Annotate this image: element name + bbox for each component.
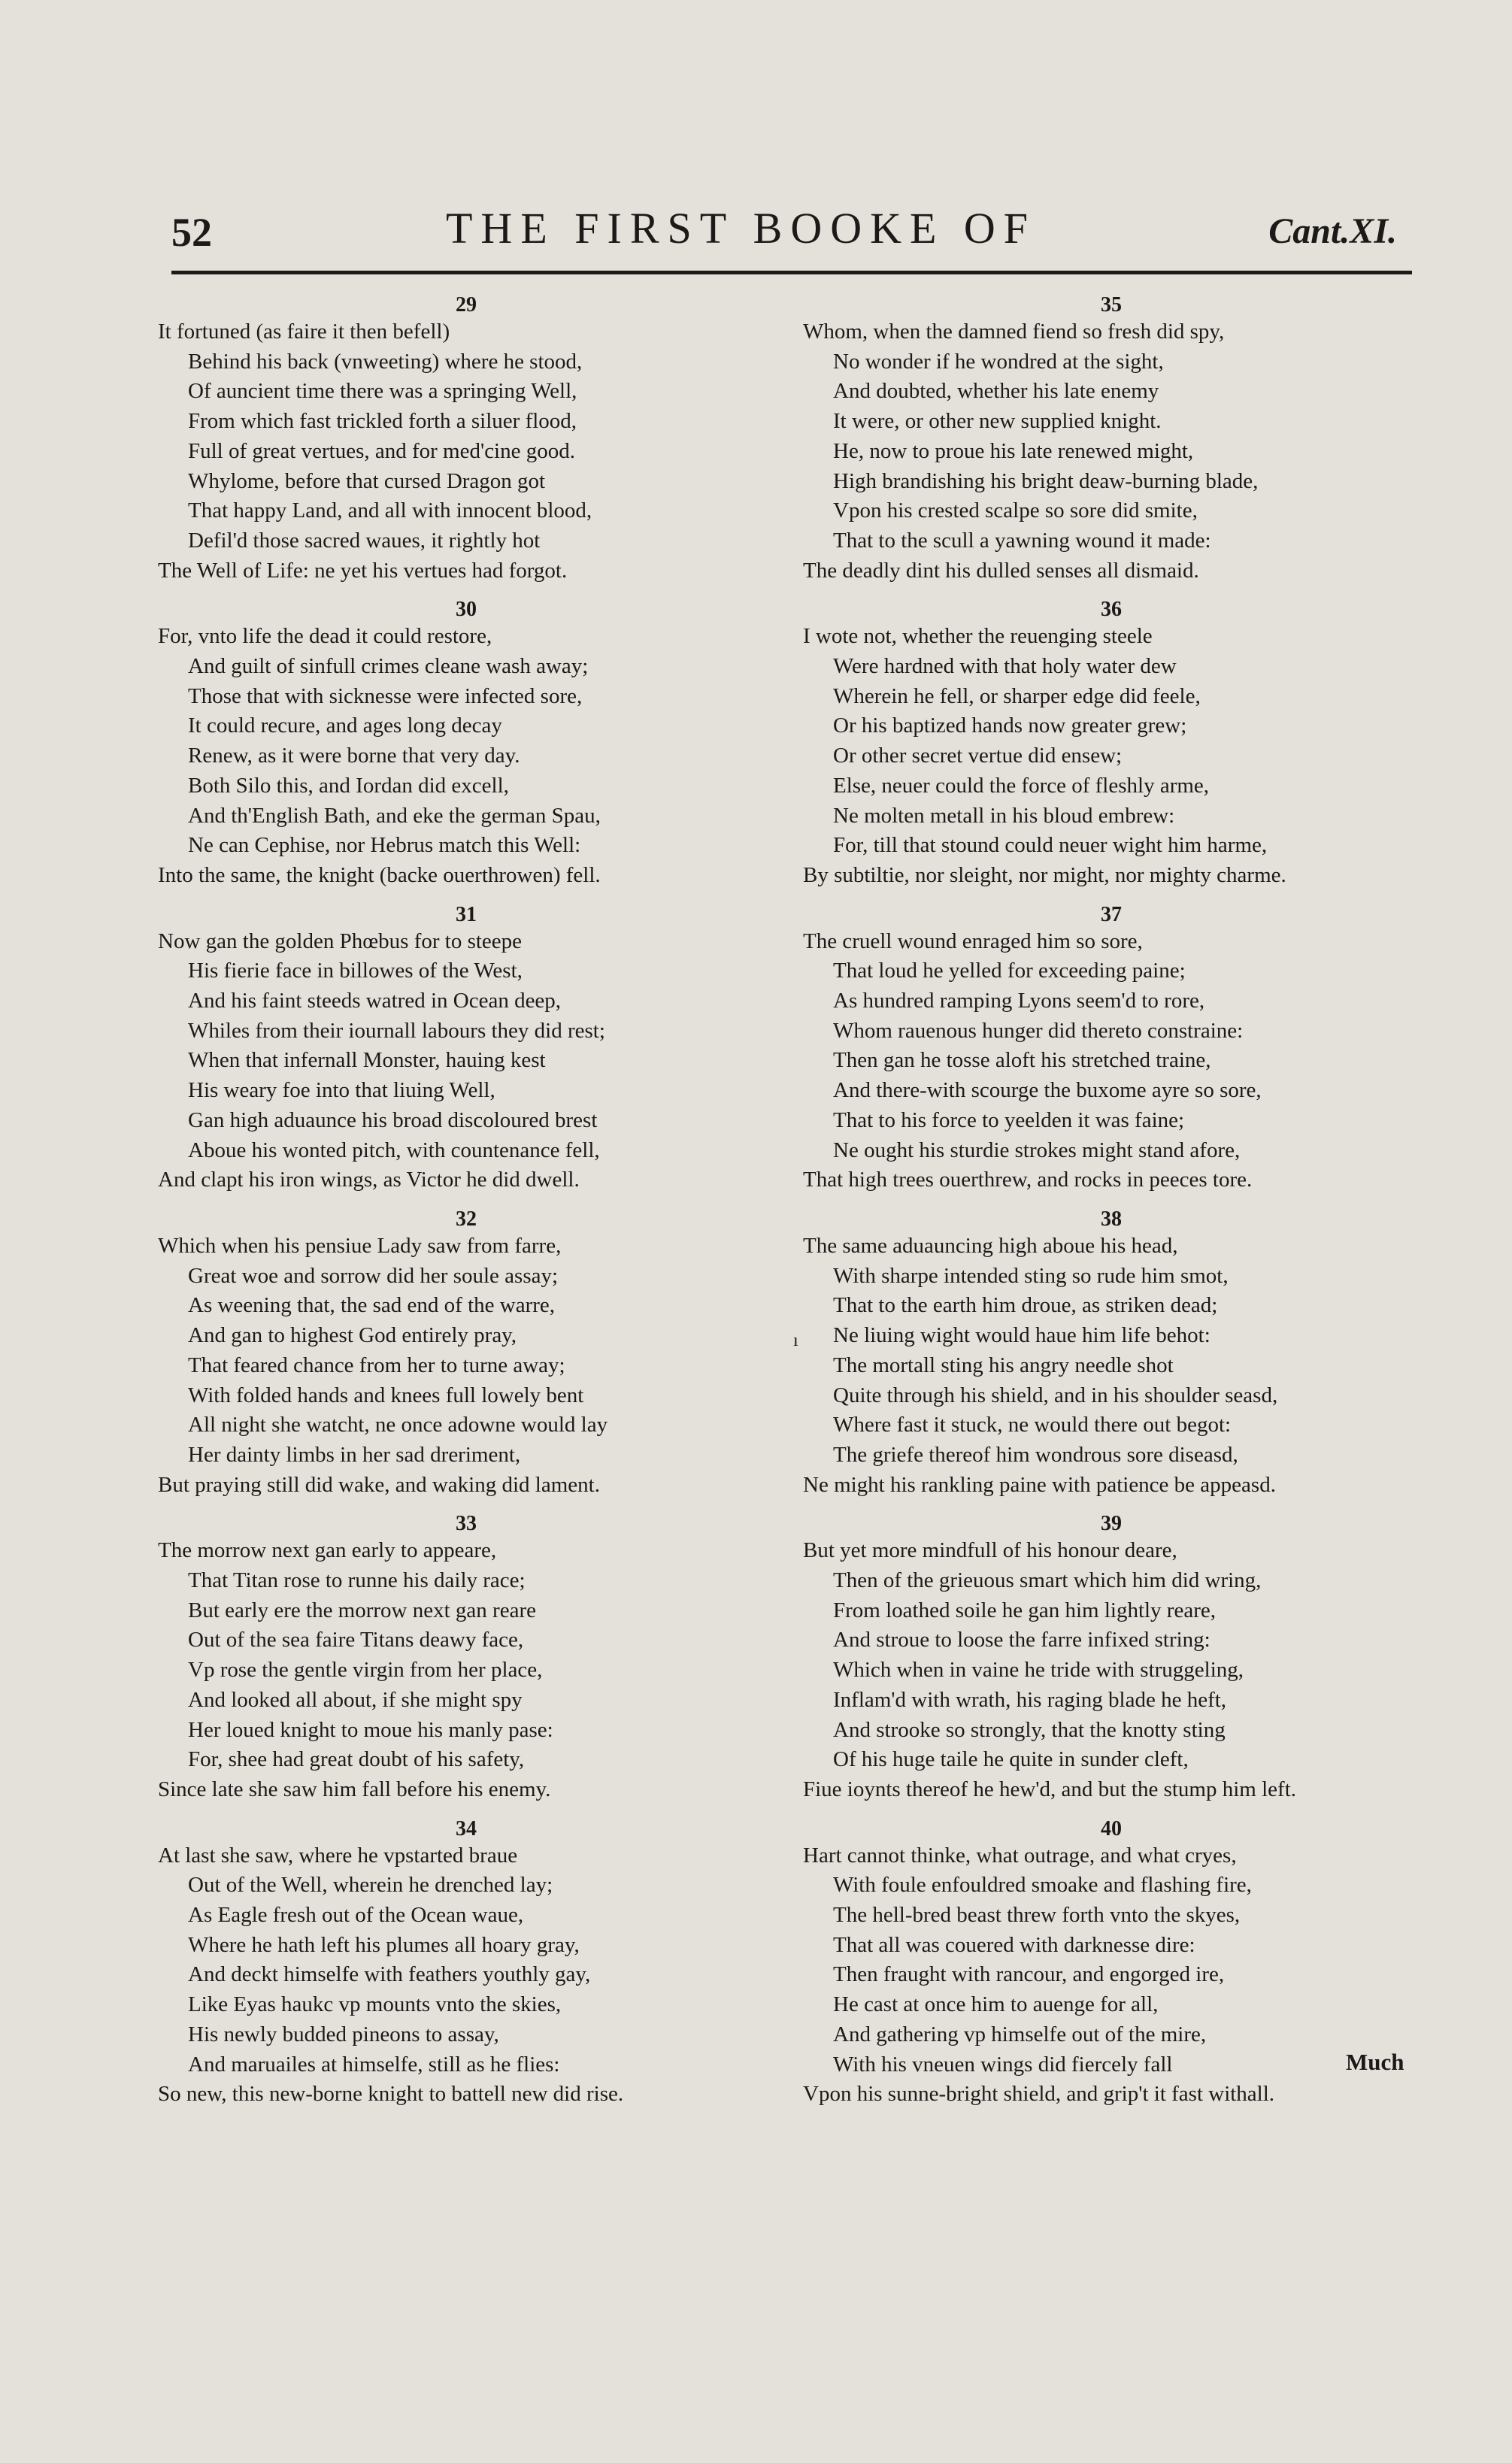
stanza-number: 38 <box>1101 1207 1122 1231</box>
verse-line: He, now to proue his late renewed might, <box>833 438 1194 463</box>
verse-line: So new, this new-borne knight to battell new did rise. <box>158 2082 624 2107</box>
verse-line: Fiue ioynts thereof he hew'd, and but the stump him left. <box>803 1777 1296 1801</box>
verse-line: Vpon his sunne-bright shield, and grip't it fast withall. <box>803 2082 1275 2107</box>
verse-line: Renew, as it were borne that very day. <box>188 744 520 768</box>
verse-line: The hell-bred beast threw forth vnto the skyes, <box>833 1903 1241 1928</box>
verse-line: Her dainty limbs in her sad dreriment, <box>188 1442 521 1467</box>
verse-line: For, vnto life the dead it could restore, <box>158 624 492 649</box>
page-number: 52 <box>171 210 212 255</box>
verse-line: Else, neuer could the force of fleshly arme, <box>833 773 1210 798</box>
verse-line: I wote not, whether the reuenging steele <box>803 624 1153 649</box>
stanza-number: 33 <box>456 1512 477 1536</box>
verse-line: Out of the Well, wherein he drenched lay; <box>188 1873 553 1898</box>
verse-line: With his vneuen wings did fiercely fall <box>833 2052 1173 2077</box>
verse-line: Full of great vertues, and for med'cine good. <box>188 438 575 463</box>
verse-line: Whylome, before that cursed Dragon got <box>188 468 546 493</box>
verse-line: Aboue his wonted pitch, with countenance fell, <box>188 1138 600 1162</box>
verse-line: And maruailes at himselfe, still as he flies: <box>188 2052 560 2077</box>
verse-line: But praying still did wake, and waking did lament. <box>158 1472 600 1497</box>
header-rule <box>171 271 1412 274</box>
verse-line: That to his force to yeelden it was faine; <box>833 1107 1185 1132</box>
verse-line: That Titan rose to runne his daily race; <box>188 1568 526 1593</box>
verse-line: And strooke so strongly, that the knotty sting <box>833 1717 1226 1742</box>
verse-line: Like Eyas haukc vp mounts vnto the skies, <box>188 1992 562 2017</box>
verse-line: It could recure, and ages long decay <box>188 713 502 738</box>
verse-line: Then fraught with rancour, and engorged ire, <box>833 1962 1225 1987</box>
verse-line: Those that with sicknesse were infected sore, <box>188 683 583 708</box>
stanza <box>803 903 1420 1195</box>
verse-line: Which when his pensiue Lady saw from farre, <box>158 1233 562 1258</box>
verse-line: Where fast it stuck, ne would there out begot: <box>833 1413 1232 1438</box>
verse-line: Her loued knight to moue his manly pase: <box>188 1717 553 1742</box>
stanza-number: 35 <box>1101 293 1122 317</box>
stanza-number: 39 <box>1101 1512 1122 1536</box>
verse-line: And looked all about, if she might spy <box>188 1687 523 1712</box>
verse-line: The Well of Life: ne yet his vertues had forgot. <box>158 558 568 583</box>
verse-line: The same aduauncing high aboue his head, <box>803 1233 1178 1258</box>
stanza <box>803 293 1420 586</box>
verse-line: He cast at once him to auenge for all, <box>833 1992 1159 2017</box>
right-column <box>803 293 1420 2122</box>
verse-line: Ne ought his sturdie strokes might stand afore, <box>833 1138 1241 1162</box>
verse-line: And gathering vp himselfe out of the mire, <box>833 2022 1207 2046</box>
stanza-number: 31 <box>456 902 477 926</box>
verse-line: Behind his back (vnweeting) where he stood, <box>188 349 583 374</box>
verse-line: But early ere the morrow next gan reare <box>188 1598 536 1622</box>
verse-line: Quite through his shield, and in his shoulder seasd, <box>833 1383 1278 1407</box>
verse-line: Out of the sea faire Titans deawy face, <box>188 1628 524 1653</box>
verse-line: From loathed soile he gan him lightly reare, <box>833 1598 1216 1622</box>
verse-line: Where he hath left his plumes all hoary gray, <box>188 1932 580 1957</box>
page-header <box>171 203 1397 263</box>
stanza-number: 40 <box>1101 1816 1122 1840</box>
verse-line: That all was couered with darknesse dire: <box>833 1932 1195 1957</box>
verse-line: Which when in vaine he tride with struggeling, <box>833 1658 1244 1683</box>
stanza <box>158 1512 774 1804</box>
verse-line: It were, or other new supplied knight. <box>833 409 1162 434</box>
verse-line: As hundred ramping Lyons seem'd to rore, <box>833 989 1205 1013</box>
verse-line: At last she saw, where he vpstarted braue <box>158 1843 518 1868</box>
stanza <box>158 293 774 586</box>
verse-line: And clapt his iron wings, as Victor he did dwell. <box>158 1168 580 1192</box>
stanza-number: 34 <box>456 1816 477 1840</box>
margin-mark: ı <box>793 1331 798 1350</box>
verse-line: Vp rose the gentle virgin from her place, <box>188 1658 543 1683</box>
verse-line: And guilt of sinfull crimes cleane wash away; <box>188 654 589 679</box>
stanza <box>803 1817 1420 2110</box>
stanza <box>803 598 1420 890</box>
verse-line: The morrow next gan early to appeare, <box>158 1538 497 1563</box>
verse-line: No wonder if he wondred at the sight, <box>833 349 1164 374</box>
verse-line: And deckt himselfe with feathers youthly gay, <box>188 1962 591 1987</box>
verse-line: Vpon his crested scalpe so sore did smite, <box>833 498 1198 523</box>
verse-line: Inflam'd with wrath, his raging blade he heft, <box>833 1687 1227 1712</box>
verse-line: That happy Land, and all with innocent blood, <box>188 498 592 523</box>
verse-line: By subtiltie, nor sleight, nor might, nor mighty charme. <box>803 862 1286 887</box>
verse-line: Ne molten metall in his bloud embrew: <box>833 803 1175 828</box>
verse-line: And gan to highest God entirely pray, <box>188 1323 517 1348</box>
verse-line: The mortall sting his angry needle shot <box>833 1353 1174 1377</box>
stanza-number: 30 <box>456 598 477 622</box>
verse-line: From which fast trickled forth a siluer flood, <box>188 409 577 434</box>
verse-line: Or other secret vertue did ensew; <box>833 744 1123 768</box>
verse-line: For, till that stound could neuer wight him harme, <box>833 833 1268 858</box>
verse-line: When that infernall Monster, hauing kest <box>188 1048 546 1073</box>
verse-line: The cruell wound enraged him so sore, <box>803 929 1143 953</box>
verse-line: That feared chance from her to turne away; <box>188 1353 565 1377</box>
stanza-number: 36 <box>1101 598 1122 622</box>
catchword: Much <box>1346 2049 1404 2075</box>
verse-line: Then of the grieuous smart which him did wring, <box>833 1568 1262 1593</box>
verse-line: Ne can Cephise, nor Hebrus match this Well: <box>188 833 581 858</box>
verse-line: Whom rauenous hunger did thereto constraine: <box>833 1018 1244 1043</box>
verse-line: As weening that, the sad end of the warre, <box>188 1293 556 1318</box>
verse-line: With sharpe intended sting so rude him smot, <box>833 1263 1229 1288</box>
verse-line: His weary foe into that liuing Well, <box>188 1078 495 1103</box>
verse-line: Ne liuing wight would haue him life behot: <box>833 1323 1211 1348</box>
verse-line: Both Silo this, and Iordan did excell, <box>188 773 509 798</box>
verse-line: Wherein he fell, or sharper edge did feele, <box>833 683 1201 708</box>
verse-line: As Eagle fresh out of the Ocean waue, <box>188 1903 524 1928</box>
verse-line: Defil'd those sacred waues, it rightly hot <box>188 528 541 553</box>
verse-line: Into the same, the knight (backe ouerthrowen) fell. <box>158 862 601 887</box>
stanza-number: 32 <box>456 1207 477 1231</box>
verse-line: With foule enfouldred smoake and flashing fire, <box>833 1873 1252 1898</box>
stanza <box>158 1817 774 2110</box>
verse-line: Or his baptized hands now greater grew; <box>833 713 1187 738</box>
verse-line: But yet more mindfull of his honour deare, <box>803 1538 1177 1563</box>
verse-line: And his faint steeds watred in Ocean deep, <box>188 989 562 1013</box>
verse-line: Ne might his rankling paine with patience be appeasd. <box>803 1472 1276 1497</box>
verse-line: The griefe thereof him wondrous sore diseasd, <box>833 1442 1238 1467</box>
verse-line: With folded hands and knees full lowely bent <box>188 1383 584 1407</box>
stanza <box>158 903 774 1195</box>
stanza <box>803 1207 1420 1500</box>
verse-line: Whiles from their iournall labours they did rest; <box>188 1018 605 1043</box>
verse-line: It fortuned (as faire it then befell) <box>158 320 450 344</box>
verse-line: All night she watcht, ne once adowne would lay <box>188 1413 608 1438</box>
verse-line: Hart cannot thinke, what outrage, and what cryes, <box>803 1843 1237 1868</box>
running-title: THE FIRST BOOKE OF <box>446 204 1037 253</box>
verse-line: And there-with scourge the buxome ayre so sore, <box>833 1078 1262 1103</box>
verse-line: His newly budded pineons to assay, <box>188 2022 499 2046</box>
verse-line: His fierie face in billowes of the West, <box>188 959 523 983</box>
canto-label: Cant.XI. <box>1268 211 1397 251</box>
stanza <box>158 598 774 890</box>
verse-line: And doubted, whether his late enemy <box>833 379 1159 404</box>
verse-line: That high trees ouerthrew, and rocks in peeces tore. <box>803 1168 1253 1192</box>
verse-line: Whom, when the damned fiend so fresh did spy, <box>803 320 1225 344</box>
verse-line: And stroue to loose the farre infixed string: <box>833 1628 1211 1653</box>
verse-line: Of his huge taile he quite in sunder cleft, <box>833 1747 1189 1772</box>
stanza <box>158 1207 774 1500</box>
verse-line: Were hardned with that holy water dew <box>833 654 1177 679</box>
stanza <box>803 1512 1420 1804</box>
verse-line: Great woe and sorrow did her soule assay; <box>188 1263 559 1288</box>
verse-line: And th'English Bath, and eke the german Spau, <box>188 803 601 828</box>
left-column <box>158 293 774 2122</box>
verse-line: Now gan the golden Phœbus for to steepe <box>158 929 523 953</box>
verse-line: High brandishing his bright deaw-burning blade, <box>833 468 1259 493</box>
stanza-number: 37 <box>1101 902 1122 926</box>
verse-line: Of auncient time there was a springing Well, <box>188 379 577 404</box>
verse-line: That to the earth him droue, as striken dead; <box>833 1293 1218 1318</box>
verse-line: That loud he yelled for exceeding paine; <box>833 959 1186 983</box>
verse-line: For, shee had great doubt of his safety, <box>188 1747 525 1772</box>
verse-line: Then gan he tosse aloft his stretched traine, <box>833 1048 1211 1073</box>
verse-line: That to the scull a yawning wound it made: <box>833 528 1211 553</box>
stanza-number: 29 <box>456 293 477 317</box>
verse-line: Since late she saw him fall before his enemy. <box>158 1777 551 1801</box>
verse-line: The deadly dint his dulled senses all dismaid. <box>803 558 1199 583</box>
verse-line: Gan high aduaunce his broad discoloured brest <box>188 1107 598 1132</box>
